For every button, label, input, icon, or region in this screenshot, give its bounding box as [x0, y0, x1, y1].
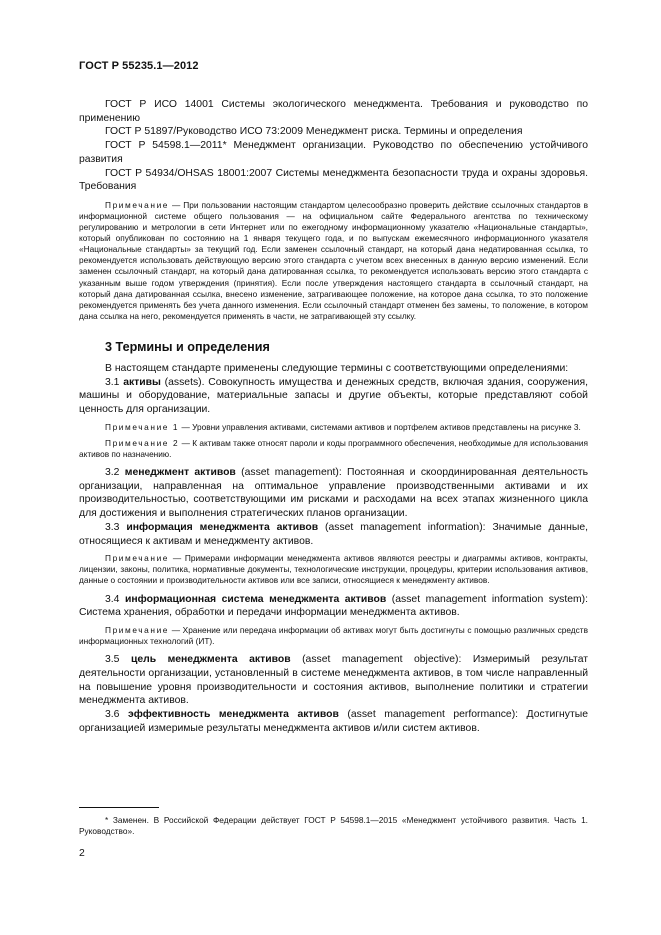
term-note: Примечание — Примерами информации менеджмента активов являются реестры и диаграммы активов, контракты, лицензии, законы, политика, нормативные документы, технологические инструкции, процедуры, критерии использования активов, данные о состоянии и производительности активов или все записи, относящиеся к менеджменту активов. — [79, 553, 588, 586]
term-name: информационная система менеджмента активов — [125, 593, 387, 605]
page-number: 2 — [79, 848, 85, 859]
note-text: — При пользовании настоящим стандартом целесообразно проверить действие ссылочных стандартов в информационной системе общего пользования — на официальном сайте Федерального агентства по техническому регулированию и метрологии в сети Интернет или по ежегодному информационному указателю «Национальные стандарты», который опубликован по состоянию на 1 января текущего года, и по выпускам ежемесячного информационного указателя «Национальные стандарты» за текущий год. Если заменен ссылочный стандарт, на который дана недатированная ссылка, то рекомендуется использовать действующую версию этого стандарта с учетом всех внесенных в данную версию изменений. Если заменен ссылочный стандарт, на который дана датированная ссылка, то рекомендуется использовать версию этого стандарта с указанным выше годом утверждения (принятия). Если после утверждения настоящего стандарта в ссылочный стандарт, на который дана датированная ссылка, внесено изменение, затрагивающее положение, на которое дана ссылка, то это положение рекомендуется применять без учета данного изменения. Если ссылочный стандарт отменен без замены, то положение, в котором дана ссылка на него, рекомендуется применять в части, не затрагивающей эту ссылку. — [79, 199, 588, 321]
term-3-5: 3.5 цель менеджмента активов (asset management objective): Измеримый результат деятельности организации, установленный в системе менеджмента активов, в том числе направленный на повышение уровня производительности и состояния активов, выполнение политики и стратегии менеджмента активов. — [79, 654, 589, 707]
term-3-2: 3.2 менеджмент активов (asset management): Постоянная и скоординированная деятельность организации, направленная на оптимальное управление производственными активами и их производительностью, соответствующими им рисками и расходами на всех этапах жизненного цикла для достижения и выполнения стратегических планов организации. — [79, 467, 589, 520]
footnote-divider — [79, 807, 159, 808]
term-name: эффективность менеджмента активов — [127, 708, 339, 720]
section-heading: 3 Термины и определения — [105, 339, 270, 354]
term-3-1: 3.1 активы (assets). Совокупность имущества и денежных средств, включая здания, сооружения, машины и оборудование, материальные запасы и другие объекты, которые представляют собой ценность для организации. — [79, 376, 588, 416]
document-number-header: ГОСТ Р 55235.1—2012 — [79, 60, 199, 72]
reference-item: ГОСТ Р 54934/OHSAS 18001:2007 Системы менеджмента безопасности труда и охраны здоровья. Требования — [79, 167, 588, 193]
term-3-3: 3.3 информация менеджмента активов (asset management information): Значимые данные, относящиеся к активам и менеджменту активов. — [79, 521, 588, 547]
term-note: Примечание 1 — Уровни управления активами, системами активов и портфелем активов представлены на рисунке 3. — [105, 421, 581, 432]
term-name: менеджмент активов — [124, 467, 236, 479]
page-body — [79, 98, 588, 735]
term-3-4: 3.4 информационная система менеджмента активов (asset management information system): Система хранения, обработки и передачи информации менеджмента активов. — [79, 593, 589, 619]
term-name: цель менеджмента активов — [130, 654, 291, 666]
term-note: Примечание — Хранение или передача информации об активах могут быть достигнуты с помощью различных средств информационных технологий (ИТ). — [79, 624, 588, 647]
note-label: Примечание — [105, 199, 170, 210]
section-intro: В настоящем стандарте применены следующие термины с соответствующими определениями: — [105, 362, 569, 374]
reference-item: ГОСТ Р 54598.1—2011* Менеджмент организации. Руководство по обеспечению устойчивого развития — [79, 140, 588, 165]
reference-item: ГОСТ Р 51897/Руководство ИСО 73:2009 Менеджмент риска. Термины и определения — [105, 126, 523, 138]
term-name: информация менеджмента активов — [126, 521, 319, 533]
term-3-6: 3.6 эффективность менеджмента активов (asset management performance): Достигнутые организацией измеримые результаты менеджмента активов и/или систем активов. — [79, 708, 588, 734]
references-note — [79, 200, 588, 322]
reference-item: ГОСТ Р ИСО 14001 Системы экологического менеджмента. Требования и руководство по применению — [79, 99, 588, 124]
term-name: активы — [123, 376, 161, 388]
term-note: Примечание 2 — К активам также относят пароли и коды программного обеспечения, необходимые для использования активов по назначению. — [79, 437, 588, 459]
footnote: * Заменен. В Российской Федерации действует ГОСТ Р 54598.1—2015 «Менеджмент устойчивого развития. Часть 1. Руководство». — [79, 815, 588, 837]
